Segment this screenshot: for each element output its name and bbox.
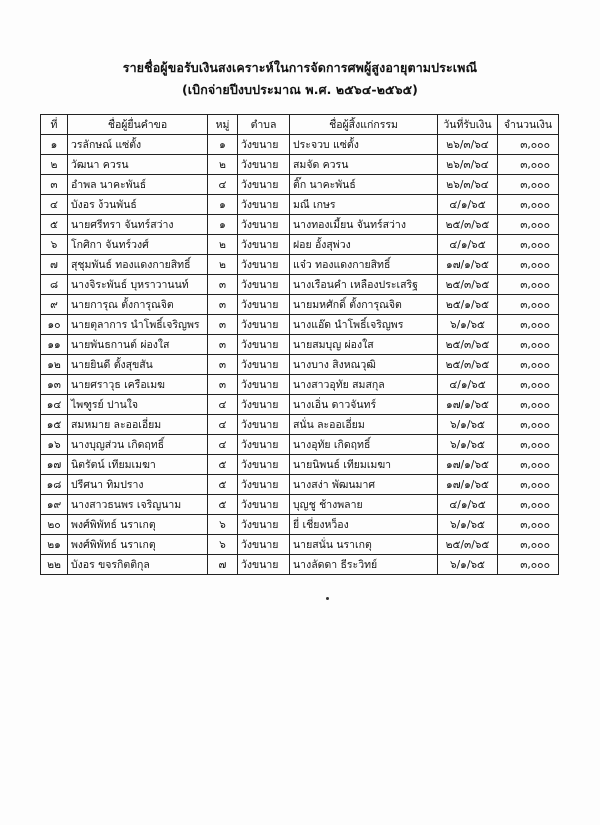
moo-cell: ๒	[208, 235, 238, 255]
payment-date-cell: ๖/๑/๖๕	[438, 315, 498, 335]
tambon-cell: วังขนาย	[238, 395, 290, 415]
moo-cell: ๔	[208, 415, 238, 435]
deceased-name-cell: ยี่ เชี่ยงหว็อง	[290, 515, 438, 535]
table-row	[41, 395, 559, 415]
moo-cell: ๕	[208, 475, 238, 495]
tambon-cell: วังขนาย	[238, 295, 290, 315]
moo-cell: ๓	[208, 275, 238, 295]
row-number-cell: ๑๑	[41, 335, 68, 355]
tambon-cell: วังขนาย	[238, 455, 290, 475]
amount-cell: ๓,๐๐๐	[498, 215, 559, 235]
deceased-name-cell: นางทองเมี้ยน จันทร์สว่าง	[290, 215, 438, 235]
payment-date-cell: ๒๕/๓/๖๕	[438, 535, 498, 555]
amount-cell: ๓,๐๐๐	[498, 295, 559, 315]
payment-date-cell: ๖/๑/๖๕	[438, 515, 498, 535]
moo-cell: ๔	[208, 395, 238, 415]
payment-date-cell: ๑๗/๑/๖๕	[438, 455, 498, 475]
table-row	[41, 275, 559, 295]
row-number-cell: ๗	[41, 255, 68, 275]
header-date: วันที่รับเงิน	[438, 115, 498, 135]
row-number-cell: ๒	[41, 155, 68, 175]
amount-cell: ๓,๐๐๐	[498, 375, 559, 395]
applicant-name-cell: อำพล นาคะพันธ์	[68, 175, 208, 195]
row-number-cell: ๑๗	[41, 455, 68, 475]
table-row	[41, 175, 559, 195]
table-row	[41, 555, 559, 575]
tambon-cell: วังขนาย	[238, 515, 290, 535]
header-no: ที่	[41, 115, 68, 135]
deceased-name-cell: นางอุทัย เกิดฤทธิ์	[290, 435, 438, 455]
table-row	[41, 335, 559, 355]
tambon-cell: วังขนาย	[238, 235, 290, 255]
payment-date-cell: ๒๕/๓/๖๕	[438, 275, 498, 295]
row-number-cell: ๙	[41, 295, 68, 315]
payment-date-cell: ๒๖/๓/๖๔	[438, 135, 498, 155]
payment-date-cell: ๑๗/๑/๖๕	[438, 255, 498, 275]
row-number-cell: ๒๑	[41, 535, 68, 555]
moo-cell: ๒	[208, 155, 238, 175]
payment-date-cell: ๔/๑/๖๕	[438, 375, 498, 395]
applicant-name-cell: พงศ์พิพัทธ์ นราเกตุ	[68, 535, 208, 555]
applicant-name-cell: นางจิระพันธ์ บุหราวานนท์	[68, 275, 208, 295]
applicant-name-cell: โกศิกา จันทร์วงศ์	[68, 235, 208, 255]
amount-cell: ๓,๐๐๐	[498, 335, 559, 355]
amount-cell: ๓,๐๐๐	[498, 135, 559, 155]
table-row	[41, 135, 559, 155]
moo-cell: ๒	[208, 255, 238, 275]
moo-cell: ๗	[208, 555, 238, 575]
tambon-cell: วังขนาย	[238, 475, 290, 495]
amount-cell: ๓,๐๐๐	[498, 175, 559, 195]
deceased-name-cell: ฝอย อั้งสุพ่วง	[290, 235, 438, 255]
amount-cell: ๓,๐๐๐	[498, 515, 559, 535]
document-subtitle: (เบิกจ่ายปีงบประมาณ พ.ศ. ๒๕๖๔-๒๕๖๕)	[181, 82, 418, 97]
payment-date-cell: ๔/๑/๖๕	[438, 235, 498, 255]
amount-cell: ๓,๐๐๐	[498, 435, 559, 455]
applicant-name-cell: สมหมาย ละออเอี่ยม	[68, 415, 208, 435]
applicant-name-cell: วัฒนา ควรน	[68, 155, 208, 175]
deceased-name-cell: นายมหศักดิ์ ตั้งการุณจิต	[290, 295, 438, 315]
deceased-name-cell: นางแอ๊ด นำโพธิ์เจริญพร	[290, 315, 438, 335]
row-number-cell: ๑๘	[41, 475, 68, 495]
tambon-cell: วังขนาย	[238, 255, 290, 275]
table-header-row	[41, 115, 559, 135]
table-row	[41, 195, 559, 215]
row-number-cell: ๘	[41, 275, 68, 295]
applicant-name-cell: นางสาวธนพร เจริญนาม	[68, 495, 208, 515]
moo-cell: ๔	[208, 435, 238, 455]
row-number-cell: ๓	[41, 175, 68, 195]
applicant-name-cell: บังอร ง้วนพันธ์	[68, 195, 208, 215]
applicant-name-cell: นายศรีทรา จันทร์สว่าง	[68, 215, 208, 235]
applicant-name-cell: นายตุลาการ นำโพธิ์เจริญพร	[68, 315, 208, 335]
header-applicant: ชื่อผู้ยื่นคำขอ	[68, 115, 208, 135]
table-row	[41, 495, 559, 515]
applicant-name-cell: ปรีศนา ทิมปราง	[68, 475, 208, 495]
payment-date-cell: ๑๗/๑/๖๕	[438, 475, 498, 495]
row-number-cell: ๒๒	[41, 555, 68, 575]
tambon-cell: วังขนาย	[238, 435, 290, 455]
header-amount: จำนวนเงิน	[498, 115, 559, 135]
applicant-name-cell: นางบุญส่วน เกิดฤทธิ์	[68, 435, 208, 455]
moo-cell: ๓	[208, 335, 238, 355]
amount-cell: ๓,๐๐๐	[498, 395, 559, 415]
row-number-cell: ๑๙	[41, 495, 68, 515]
table-row	[41, 295, 559, 315]
amount-cell: ๓,๐๐๐	[498, 535, 559, 555]
deceased-name-cell: ติ๊ก นาคะพันธ์	[290, 175, 438, 195]
payment-date-cell: ๒๕/๑/๖๕	[438, 295, 498, 315]
table-row	[41, 375, 559, 395]
row-number-cell: ๑๖	[41, 435, 68, 455]
deceased-name-cell: นางสง่า พัฒนมาศ	[290, 475, 438, 495]
row-number-cell: ๑๔	[41, 395, 68, 415]
moo-cell: ๑	[208, 215, 238, 235]
tambon-cell: วังขนาย	[238, 155, 290, 175]
table-row	[41, 415, 559, 435]
row-number-cell: ๕	[41, 215, 68, 235]
payment-date-cell: ๒๖/๓/๖๔	[438, 175, 498, 195]
payment-date-cell: ๔/๑/๖๕	[438, 495, 498, 515]
tambon-cell: วังขนาย	[238, 375, 290, 395]
deceased-name-cell: นางสาวอุทัย สมสกุล	[290, 375, 438, 395]
deceased-name-cell: ประจวบ แซ่ตั้ง	[290, 135, 438, 155]
row-number-cell: ๑๕	[41, 415, 68, 435]
stray-dot	[326, 597, 329, 600]
payment-date-cell: ๖/๑/๖๕	[438, 555, 498, 575]
applicant-name-cell: นายพันธกานต์ ผ่องใส	[68, 335, 208, 355]
payment-date-cell: ๒๕/๓/๖๕	[438, 215, 498, 235]
amount-cell: ๓,๐๐๐	[498, 475, 559, 495]
deceased-name-cell: นางบาง สิงหณวุฒิ	[290, 355, 438, 375]
header-moo: หมู่	[208, 115, 238, 135]
table-row	[41, 235, 559, 255]
tambon-cell: วังขนาย	[238, 315, 290, 335]
amount-cell: ๓,๐๐๐	[498, 555, 559, 575]
payment-date-cell: ๖/๑/๖๕	[438, 415, 498, 435]
amount-cell: ๓,๐๐๐	[498, 155, 559, 175]
payment-date-cell: ๒๕/๓/๖๕	[438, 355, 498, 375]
deceased-name-cell: นางเอิ่น ดาวจันทร์	[290, 395, 438, 415]
amount-cell: ๓,๐๐๐	[498, 235, 559, 255]
deceased-name-cell: สมจัด ควรน	[290, 155, 438, 175]
tambon-cell: วังขนาย	[238, 355, 290, 375]
header-tambon: ตำบล	[238, 115, 290, 135]
amount-cell: ๓,๐๐๐	[498, 495, 559, 515]
amount-cell: ๓,๐๐๐	[498, 315, 559, 335]
row-number-cell: ๑๓	[41, 375, 68, 395]
amount-cell: ๓,๐๐๐	[498, 415, 559, 435]
amount-cell: ๓,๐๐๐	[498, 455, 559, 475]
deceased-name-cell: นายนิพนธ์ เทียมเมฆา	[290, 455, 438, 475]
applicant-name-cell: สุชุมพันธ์ ทองแดงกายสิทธิ์	[68, 255, 208, 275]
moo-cell: ๖	[208, 515, 238, 535]
moo-cell: ๓	[208, 375, 238, 395]
payment-date-cell: ๑๗/๑/๖๕	[438, 395, 498, 415]
tambon-cell: วังขนาย	[238, 335, 290, 355]
applicant-name-cell: นายศราวุธ เครือเมฆ	[68, 375, 208, 395]
tambon-cell: วังขนาย	[238, 555, 290, 575]
moo-cell: ๓	[208, 355, 238, 375]
applicant-name-cell: นายการุณ ตั้งการุณจิต	[68, 295, 208, 315]
amount-cell: ๓,๐๐๐	[498, 275, 559, 295]
payment-date-cell: ๒๖/๓/๖๔	[438, 155, 498, 175]
deceased-name-cell: นางเรือนคำ เหลืองประเสริฐ	[290, 275, 438, 295]
row-number-cell: ๑๒	[41, 355, 68, 375]
header-deceased: ชื่อผู้สิ้งแก่กรรม	[290, 115, 438, 135]
row-number-cell: ๖	[41, 235, 68, 255]
table-row	[41, 155, 559, 175]
table-row	[41, 435, 559, 455]
applicant-name-cell: ไพฑูรย์ ปานใจ	[68, 395, 208, 415]
tambon-cell: วังขนาย	[238, 495, 290, 515]
deceased-name-cell: นายสนั่น นราเกตุ	[290, 535, 438, 555]
row-number-cell: ๒๐	[41, 515, 68, 535]
applicant-name-cell: นิตรัตน์ เทียมเมฆา	[68, 455, 208, 475]
amount-cell: ๓,๐๐๐	[498, 195, 559, 215]
table-row	[41, 215, 559, 235]
applicant-name-cell: บังอร ขจรกิตติกุล	[68, 555, 208, 575]
applicant-name-cell: พงศ์พิพัทธ์ นราเกตุ	[68, 515, 208, 535]
payment-date-cell: ๔/๑/๖๕	[438, 195, 498, 215]
row-number-cell: ๑๐	[41, 315, 68, 335]
row-number-cell: ๑	[41, 135, 68, 155]
deceased-name-cell: นางลัดดา ธีระวิทย์	[290, 555, 438, 575]
payment-date-cell: ๒๕/๓/๖๕	[438, 335, 498, 355]
tambon-cell: วังขนาย	[238, 275, 290, 295]
deceased-name-cell: แจ๋ว ทองแดงกายสิทธิ์	[290, 255, 438, 275]
deceased-name-cell: มณี เกษร	[290, 195, 438, 215]
amount-cell: ๓,๐๐๐	[498, 255, 559, 275]
moo-cell: ๓	[208, 315, 238, 335]
table-body	[41, 135, 559, 575]
moo-cell: ๑	[208, 135, 238, 155]
moo-cell: ๖	[208, 535, 238, 555]
moo-cell: ๕	[208, 455, 238, 475]
recipients-table	[40, 114, 559, 575]
table-row	[41, 315, 559, 335]
moo-cell: ๕	[208, 495, 238, 515]
deceased-name-cell: สนั่น ละออเอี่ยม	[290, 415, 438, 435]
applicant-name-cell: นายยินดี ตั้งสุขสัน	[68, 355, 208, 375]
tambon-cell: วังขนาย	[238, 415, 290, 435]
row-number-cell: ๔	[41, 195, 68, 215]
deceased-name-cell: บุญชู ช้างพลาย	[290, 495, 438, 515]
tambon-cell: วังขนาย	[238, 215, 290, 235]
moo-cell: ๔	[208, 175, 238, 195]
table-row	[41, 515, 559, 535]
amount-cell: ๓,๐๐๐	[498, 355, 559, 375]
table-row	[41, 475, 559, 495]
table-row	[41, 455, 559, 475]
moo-cell: ๑	[208, 195, 238, 215]
tambon-cell: วังขนาย	[238, 175, 290, 195]
table-row	[41, 255, 559, 275]
tambon-cell: วังขนาย	[238, 135, 290, 155]
document-title: รายชื่อผู้ขอรับเงินสงเคราะห์ในการจัดการศพผู้สูงอายุตามประเพณี	[122, 60, 478, 75]
tambon-cell: วังขนาย	[238, 195, 290, 215]
payment-date-cell: ๖/๑/๖๕	[438, 435, 498, 455]
table-row	[41, 355, 559, 375]
moo-cell: ๓	[208, 295, 238, 315]
tambon-cell: วังขนาย	[238, 535, 290, 555]
table-row	[41, 535, 559, 555]
deceased-name-cell: นายสมบุญ ผ่องใส	[290, 335, 438, 355]
applicant-name-cell: วรลักษณ์ แซ่ตั้ง	[68, 135, 208, 155]
